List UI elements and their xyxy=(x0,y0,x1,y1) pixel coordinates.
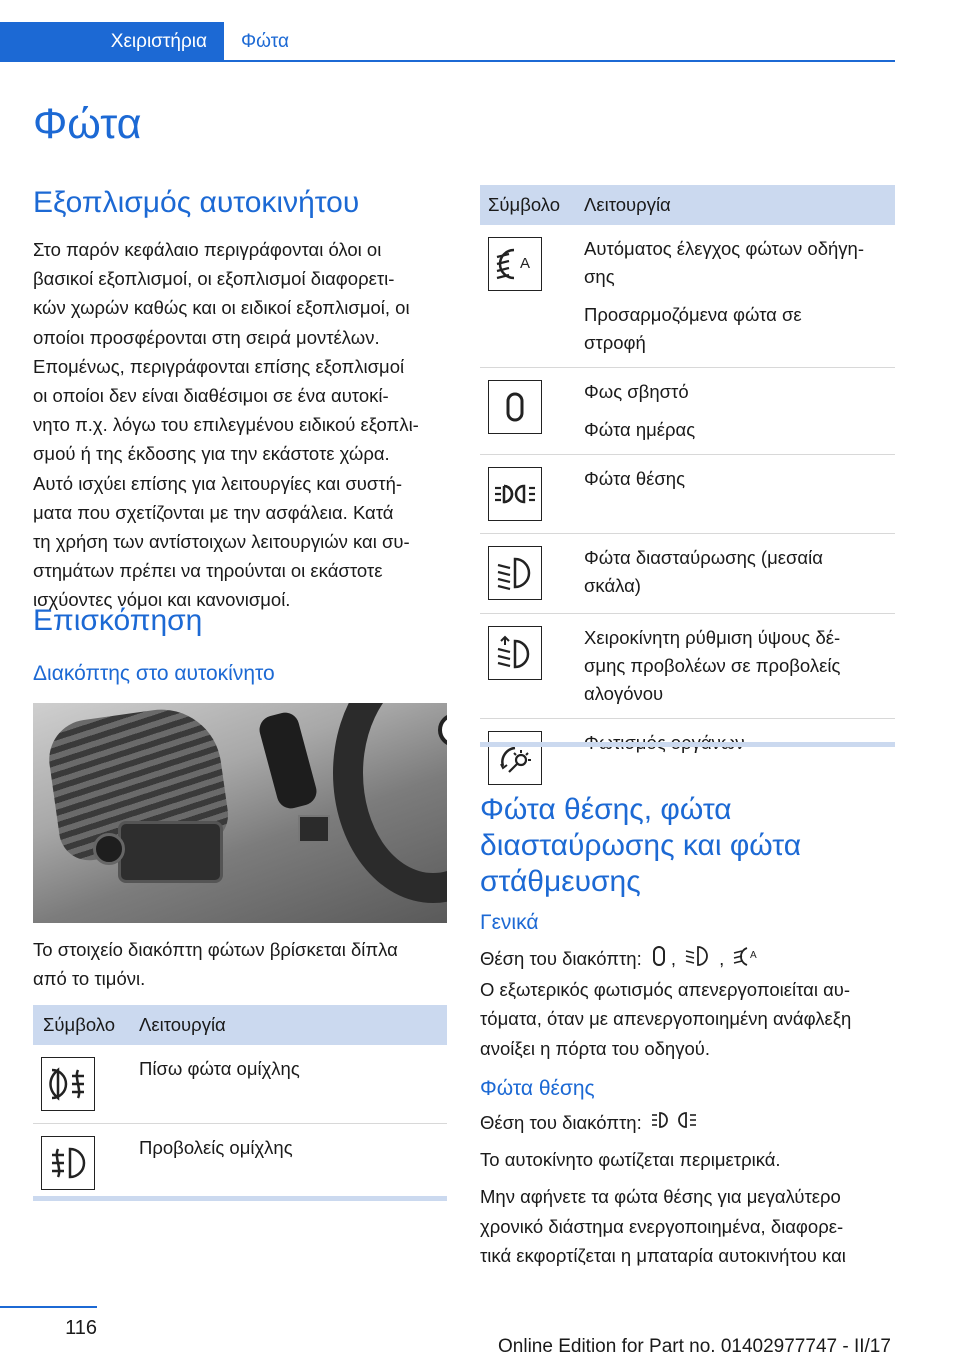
function-text: Πίσω φώτα ομίχλης xyxy=(139,1058,300,1079)
equipment-paragraph xyxy=(33,235,453,615)
header-divider xyxy=(0,60,895,62)
table-row xyxy=(480,534,895,614)
rear-fog-light-icon xyxy=(41,1057,95,1111)
table-header-row xyxy=(480,185,895,225)
function-cell xyxy=(584,368,895,455)
switch-position-label: Θέση του διακόπτη: xyxy=(480,948,642,969)
tab-lights[interactable] xyxy=(224,22,289,62)
parking-lights-icon xyxy=(488,467,542,521)
table-row xyxy=(480,368,895,455)
symbol-cell xyxy=(480,455,584,534)
footer-divider xyxy=(0,1306,97,1308)
text-line: σμού ή της έκδοσης για την εκάστοτε χώρα. xyxy=(33,443,390,465)
tab-controls-label: Χειριστήρια xyxy=(110,31,207,52)
header-bar xyxy=(0,0,960,62)
text-line: ισχύοντες νόμοι και κανονισμοί. xyxy=(33,589,291,611)
table-row xyxy=(480,719,895,798)
symbol-cell xyxy=(33,1124,139,1203)
column-header-symbol: Σύμβολο xyxy=(480,185,584,225)
column-header-symbol: Σύμβολο xyxy=(33,1005,139,1045)
page-number: 116 xyxy=(65,1317,97,1339)
text-line: στημάτων πρέπει να τηρούνται οι εκάστοτε xyxy=(33,560,383,582)
subheading-switch-in-car: Διακόπτης στο αυτοκίνητο xyxy=(33,662,275,685)
separator: , xyxy=(719,948,725,969)
light-switch-knob xyxy=(93,833,125,865)
function-text: Φώτα διασταύρωσης (μεσαία xyxy=(584,547,823,568)
text-line: ματα που σχετίζονται με την ασφάλεια. Κατά xyxy=(33,501,394,523)
function-text: αλογόνου xyxy=(584,683,664,704)
table-row xyxy=(480,455,895,534)
parking-switch-line xyxy=(480,1108,900,1139)
automatic-headlight-icon xyxy=(733,945,763,975)
symbol-cell xyxy=(480,719,584,798)
symbol-cell xyxy=(33,1045,139,1124)
function-cell xyxy=(584,534,895,614)
section-heading-parking-lowbeam xyxy=(480,792,900,900)
front-fog-light-icon xyxy=(41,1136,95,1190)
steering-wheel xyxy=(333,703,447,903)
text-line: κών χωρών καθώς και οι ειδικοί εξοπλισμοί, οι xyxy=(33,297,410,319)
table-bottom-bar xyxy=(480,742,895,747)
general-paragraph xyxy=(480,944,900,1063)
text-line: τόματα, όταν με απενεργοποιημένη ανάφλεξη xyxy=(480,1008,852,1030)
parking-lights-icon xyxy=(651,1109,697,1139)
heading-line: στάθμευσης xyxy=(480,865,641,898)
text-line: τη χρήση των αντίστοιχων λειτουργιών και συ‐ xyxy=(33,531,410,553)
heading-line: διασταύρωσης και φώτα xyxy=(480,829,802,862)
function-cell xyxy=(584,719,895,798)
steering-stalk xyxy=(256,709,319,811)
symbol-cell xyxy=(480,614,584,719)
symbol-cell xyxy=(480,534,584,614)
subheading-general: Γενικά xyxy=(480,911,539,934)
text-line: από το τιμόνι. xyxy=(33,968,146,990)
text-line: Μην αφήνετε τα φώτα θέσης για μεγαλύτερο xyxy=(480,1186,841,1208)
function-text: σμης προβολέων σε προβολείς xyxy=(584,655,841,676)
text-line: Επομένως, περιγράφονται επίσης εξοπλισμοί xyxy=(33,355,405,377)
fog-light-table xyxy=(33,1005,447,1202)
table-bottom-bar xyxy=(33,1196,447,1201)
headlight-range-control-icon xyxy=(488,626,542,680)
table-row xyxy=(33,1124,447,1203)
light-switch-photo xyxy=(33,703,447,923)
low-beam-icon xyxy=(685,945,715,975)
text-line: Το στοιχείο διακόπτη φώτων βρίσκεται δίπλα xyxy=(33,939,398,960)
text-line: οποίοι προσφέρονται στη σειρά μοντέλων. xyxy=(33,326,380,348)
automatic-headlight-icon xyxy=(488,237,542,291)
subheading-parking-lights: Φώτα θέσης xyxy=(480,1077,595,1100)
switch-position-line xyxy=(480,944,900,975)
low-beam-icon xyxy=(488,546,542,600)
text-line: Το αυτοκίνητο φωτίζεται περιμετρικά. xyxy=(480,1149,781,1171)
function-text: στροφή xyxy=(584,332,646,353)
text-line: νητο π.χ. λόγω του επιλεγμένου ειδικού εξοπλι‐ xyxy=(33,414,419,436)
text-line: χρονικό διάστημα ενεργοποιημένα, διαφορε‐ xyxy=(480,1215,844,1237)
lights-off-icon xyxy=(651,945,667,975)
table-row xyxy=(33,1045,447,1124)
function-text: σκάλα) xyxy=(584,575,641,596)
function-text: Φώτα θέσης xyxy=(584,468,685,489)
section-heading-overview: Επισκόπηση xyxy=(33,604,203,637)
function-text: σης xyxy=(584,266,615,287)
page-title: Φώτα xyxy=(33,100,142,148)
svg-text:A: A xyxy=(520,255,531,272)
symbol-cell xyxy=(480,225,584,368)
table-row xyxy=(480,225,895,368)
light-functions-table xyxy=(480,185,895,797)
function-text: Προβολείς ομίχλης xyxy=(139,1137,293,1158)
switch-position-label: Θέση του διακόπτη: xyxy=(480,1112,642,1133)
function-text: Αυτόματος έλεγχος φώτων οδήγη‐ xyxy=(584,238,864,259)
instrument-lighting-icon xyxy=(488,731,542,785)
function-cell xyxy=(584,225,895,368)
function-text: Φώτα ημέρας xyxy=(584,419,696,440)
heading-line: Φώτα θέσης, φώτα xyxy=(480,793,732,826)
text-line: ανοίξει η πόρτα του οδηγού. xyxy=(480,1037,711,1059)
text-line: Ο εξωτερικός φωτισμός απενεργοποιείται αυ‐ xyxy=(480,979,851,1001)
photo-caption xyxy=(33,935,453,993)
separator: , xyxy=(670,948,677,969)
text-line: Αυτό ισχύει επίσης για λειτουργίες και συστή‐ xyxy=(33,472,403,494)
light-switch-panel xyxy=(118,821,223,883)
side-button xyxy=(298,815,330,843)
column-header-function: Λειτουργία xyxy=(584,185,895,225)
text-line: βασικοί εξοπλισμοί, οι εξοπλισμοί διαφορετι‐ xyxy=(33,268,395,290)
table-header-row xyxy=(33,1005,447,1045)
tab-controls[interactable] xyxy=(0,22,224,62)
function-text: Προσαρμοζόμενα φώτα σε xyxy=(584,304,802,325)
tab-lights-label: Φώτα xyxy=(241,31,289,52)
function-cell xyxy=(139,1124,447,1203)
text-line: Στο παρόν κεφάλαιο περιγράφονται όλοι οι xyxy=(33,239,382,260)
function-text: Φως σβηστό xyxy=(584,381,689,402)
column-header-function: Λειτουργία xyxy=(139,1005,447,1045)
function-cell xyxy=(139,1045,447,1124)
text-line: οι οποίοι δεν είναι διαθέσιμοι σε ένα αυτοκί‐ xyxy=(33,385,389,407)
section-heading-equipment: Εξοπλισμός αυτοκινήτου xyxy=(33,186,360,219)
function-text: Χειροκίνητη ρύθμιση ύψους δέ‐ xyxy=(584,627,841,648)
symbol-cell xyxy=(480,368,584,455)
edition-text: Online Edition for Part no. 01402977747 - II/17 xyxy=(498,1336,891,1357)
lights-off-icon xyxy=(488,380,542,434)
text-line: τικά εκφορτίζεται η μπαταρία αυτοκινήτου και xyxy=(480,1244,846,1266)
parking-lights-paragraph xyxy=(480,1108,900,1270)
function-cell xyxy=(584,614,895,719)
function-cell xyxy=(584,455,895,534)
svg-text:A: A xyxy=(750,950,758,961)
table-row xyxy=(480,614,895,719)
